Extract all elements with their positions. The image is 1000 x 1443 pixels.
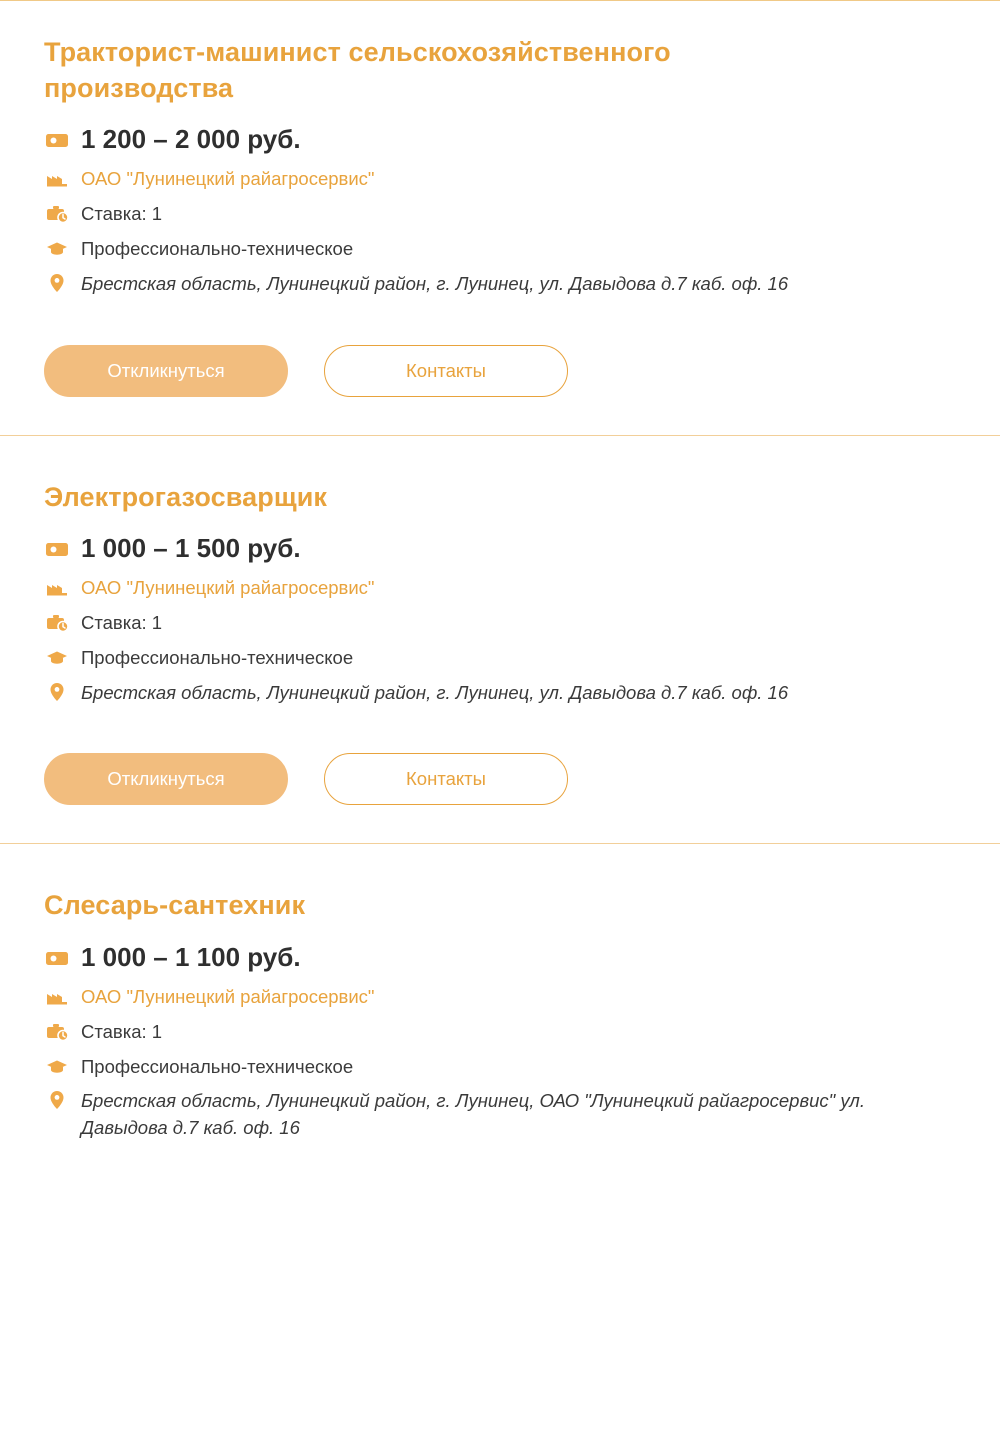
vacancy-stake [44, 1018, 956, 1046]
factory-icon [44, 983, 70, 1009]
vacancy-card [0, 480, 1000, 806]
factory-icon [44, 165, 70, 191]
vacancy-title[interactable]: Электрогазосварщик [44, 481, 328, 512]
vacancy-stake [44, 609, 956, 637]
vacancy-card [0, 1, 1000, 397]
vacancy-education-text: Профессионально-техническое [81, 646, 354, 668]
vacancy-stake-text: Ставка: 1 [81, 611, 163, 633]
spacer [0, 436, 1000, 480]
briefcase-clock-icon [44, 200, 70, 226]
spacer [0, 844, 1000, 888]
vacancy-company-name: ОАО "Лунинецкий райагросервис" [81, 577, 375, 599]
vacancy-company [44, 574, 956, 602]
location-pin-icon [44, 1087, 70, 1113]
vacancy-title[interactable]: Тракторист-машинист сельскохозяйственного производства [44, 37, 671, 103]
briefcase-clock-icon [44, 1018, 70, 1044]
apply-button[interactable]: Откликнуться [44, 345, 288, 397]
vacancy-address-text: Брестская область, Лунинецкий район, г. Лунинец, ул. Давыдова д.7 каб. оф. 16 [81, 681, 789, 703]
vacancy-company [44, 165, 956, 193]
vacancy-stake-text: Ставка: 1 [81, 1020, 163, 1042]
vacancy-address [44, 270, 956, 298]
contacts-button[interactable]: Контакты [324, 345, 568, 397]
graduation-cap-icon [44, 235, 70, 261]
graduation-cap-icon [44, 1053, 70, 1079]
vacancy-salary [44, 533, 956, 564]
apply-button[interactable]: Откликнуться [44, 753, 288, 805]
vacancy-salary-text: 1 200 – 2 000 руб. [81, 124, 301, 155]
vacancy-education [44, 235, 956, 263]
vacancy-company-name: ОАО "Лунинецкий райагросервис" [81, 168, 375, 190]
vacancy-stake [44, 200, 956, 228]
vacancy-salary-text: 1 000 – 1 500 руб. [81, 533, 301, 564]
graduation-cap-icon [44, 644, 70, 670]
vacancy-address [44, 1087, 956, 1142]
vacancy-company-name: ОАО "Лунинецкий райагросервис" [81, 986, 375, 1007]
location-pin-icon [44, 679, 70, 705]
vacancy-education [44, 644, 956, 672]
vacancy-actions [44, 345, 956, 397]
vacancy-address-text: Брестская область, Лунинецкий район, г. Лунинец, ул. Давыдова д.7 каб. оф. 16 [81, 272, 789, 294]
money-icon [44, 945, 70, 971]
vacancy-salary [44, 942, 956, 973]
vacancy-salary [44, 124, 956, 155]
location-pin-icon [44, 270, 70, 296]
contacts-button[interactable]: Контакты [324, 753, 568, 805]
money-icon [44, 127, 70, 153]
money-icon [44, 536, 70, 562]
vacancy-education-text: Профессионально-техническое [81, 1055, 354, 1077]
vacancy-title[interactable]: Слесарь-сантехник [44, 890, 306, 921]
briefcase-clock-icon [44, 609, 70, 635]
vacancy-education-text: Профессионально-техническое [81, 237, 354, 259]
vacancy-actions [44, 753, 956, 805]
vacancy-address [44, 679, 956, 707]
vacancy-card [0, 888, 1000, 1179]
factory-icon [44, 574, 70, 600]
vacancy-address-text: Брестская область, Лунинецкий район, г. Лунинец, ОАО "Лунинецкий райагросервис" ул. Давыдова д.7 каб. оф. 16 [81, 1090, 865, 1139]
vacancy-education [44, 1053, 956, 1081]
vacancy-stake-text: Ставка: 1 [81, 203, 163, 225]
vacancy-company [44, 983, 956, 1011]
vacancy-salary-text: 1 000 – 1 100 руб. [81, 942, 301, 972]
